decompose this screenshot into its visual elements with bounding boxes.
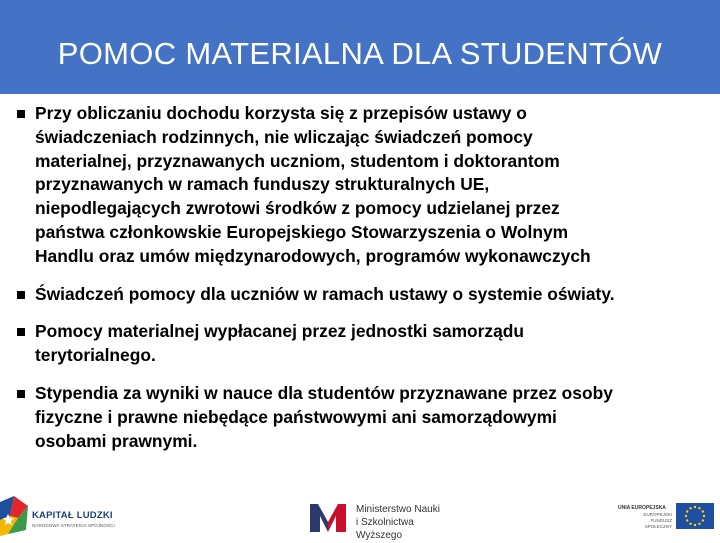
square-bullet-icon: [17, 328, 25, 336]
bullet-line: terytorialnego.: [35, 345, 156, 366]
bullet-line: Handlu oraz umów międzynarodowych, programów wykonawczych: [35, 245, 591, 266]
bullet-item: [14, 320, 709, 368]
bullet-line: Świadczeń pomocy dla uczniów w ramach ustawy o systemie oświaty.: [35, 283, 615, 304]
slide-title: POMOC MATERIALNA DLA STUDENTÓW: [57, 36, 663, 71]
square-bullet-icon: [17, 390, 25, 398]
eu-fund: [640, 512, 672, 530]
slide-header: [0, 0, 720, 94]
bullet-line: przyznawanych w ramach funduszy strukturalnych UE,: [35, 174, 490, 195]
eu-flag-icon: [676, 503, 714, 529]
bullet-line: Stypendia za wyniki w nauce dla studentów przyznawane przez osoby: [35, 382, 613, 403]
bullet-line: materialnej, przyznawanych uczniom, studentom i doktorantom: [35, 150, 560, 171]
logo-footer: [0, 494, 720, 540]
kapital-ludzki-name: KAPITAŁ LUDZKI: [32, 510, 113, 521]
bullet-line: Przy obliczaniu dochodu korzysta się z przepisów ustawy o: [35, 103, 527, 123]
square-bullet-icon: [17, 110, 25, 118]
ministerstwo-line: Ministerstwo Nauki: [356, 504, 440, 515]
bullet-line: Pomocy materialnej wypłacanej przez jednostki samorządu: [35, 321, 525, 342]
bullet-line: niepodlegających zwrotowi środków z pomocy udzielanej przez: [35, 198, 560, 219]
ministerstwo-logo: [308, 500, 448, 541]
ministerstwo-line: i Szkolnictwa Wyższego: [356, 517, 414, 541]
eu-logo: [610, 500, 718, 534]
bullet-line: świadczeniach rodzinnych, nie wliczając świadczeń pomocy: [35, 126, 533, 147]
bullet-item: [14, 283, 709, 307]
eu-name: UNIA EUROPEJSKA: [618, 505, 666, 511]
square-bullet-icon: [17, 291, 25, 299]
kapital-ludzki-logo: [0, 496, 130, 538]
kapital-ludzki-subtitle: NARODOWA STRATEGIA SPÓJNOŚCI: [32, 523, 115, 528]
eu-fund-line: EUROPEJSKI: [643, 512, 672, 517]
kapital-ludzki-emblem-icon: [0, 496, 30, 538]
ministerstwo-name: [356, 503, 448, 542]
bullet-item: [14, 382, 709, 453]
bullet-line: fizyczne i prawne niebędące państwowymi ani samorządowymi: [35, 406, 557, 427]
bullet-line: państwa członkowskie Europejskiego Stowarzyszenia o Wolnym: [35, 221, 569, 242]
ministerstwo-emblem-icon: [308, 500, 348, 534]
bullet-line: osobami prawnymi.: [35, 430, 198, 451]
eu-fund-line: FUNDUSZ SPOŁECZNY: [644, 518, 672, 529]
bullet-item: [14, 102, 709, 269]
slide-content: [14, 102, 709, 467]
